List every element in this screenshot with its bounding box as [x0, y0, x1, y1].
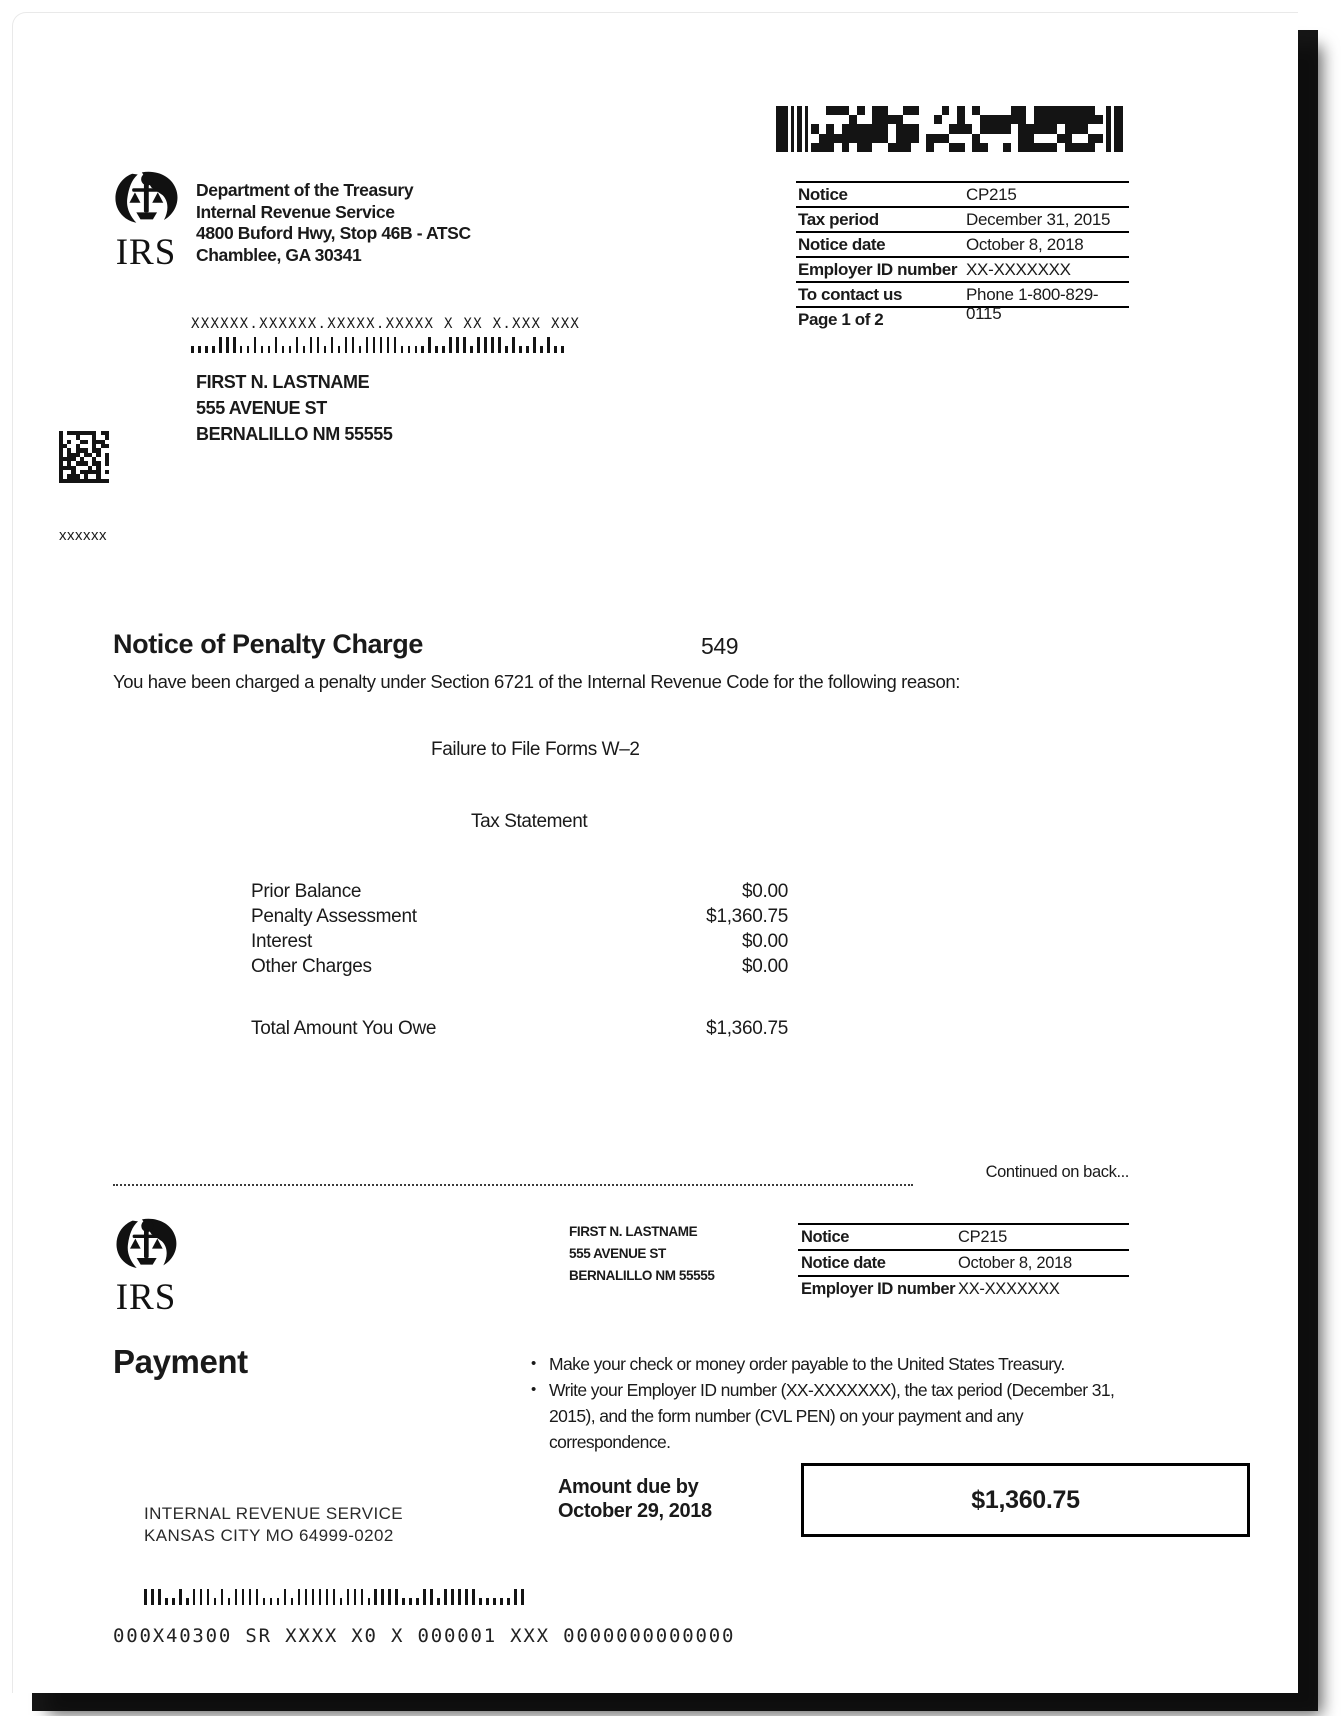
stub-recipient-street: 555 AVENUE ST [569, 1246, 666, 1261]
total-label: Total Amount You Owe [251, 1018, 437, 1039]
table-row [798, 1223, 1129, 1249]
charge-row [251, 879, 788, 904]
stub-recipient-city: BERNALILLO NM 55555 [569, 1268, 715, 1283]
table-row [798, 1275, 1129, 1301]
stub-recipient-name: FIRST N. LASTNAME [569, 1224, 698, 1239]
recipient-name: FIRST N. LASTNAME [196, 372, 370, 392]
postnet-barcode [144, 1589, 524, 1605]
notice-info-table [796, 181, 1129, 329]
continued-note: Continued on back... [985, 1163, 1129, 1181]
amount-due-value: $1,360.75 [971, 1485, 1080, 1514]
row-label: To contact us [798, 285, 903, 304]
datamatrix-barcode [59, 431, 109, 483]
eagle-scales-icon [110, 216, 182, 233]
row-value: October 8, 2018 [958, 1254, 1072, 1272]
agency-line: Chamblee, GA 30341 [196, 244, 362, 265]
row-label: Notice [801, 1228, 850, 1246]
table-row [796, 256, 1129, 281]
side-code: xxxxxx [59, 527, 107, 544]
charge-row [251, 904, 788, 929]
charge-label: Other Charges [251, 956, 372, 977]
table-row [796, 181, 1129, 206]
amount-due-label [558, 1475, 712, 1523]
remit-line: INTERNAL REVENUE SERVICE [144, 1504, 403, 1523]
stub-irs-logo-text: IRS [115, 1277, 177, 1318]
ocr-line: 000X40300 SR XXXX X0 X 000001 XXX 0000000000000 [113, 1625, 736, 1647]
postnet-barcode [191, 337, 564, 353]
charge-value: $0.00 [741, 956, 788, 977]
stub-notice-info-table [798, 1223, 1129, 1301]
row-value: October 8, 2018 [966, 235, 1084, 254]
tear-line [113, 1184, 913, 1186]
charge-value: $1,360.75 [706, 906, 788, 927]
irs-logo [103, 171, 189, 271]
row-label: Tax period [798, 210, 879, 229]
charge-label: Penalty Assessment [251, 906, 417, 927]
stub-irs-logo [103, 1218, 189, 1316]
page-indicator: Page 1 of 2 [796, 306, 1129, 329]
row-label: Notice date [798, 235, 886, 254]
instruction-item: • Make your check or money order payable to the United States Treasury. [529, 1351, 1147, 1377]
recipient-street: 555 AVENUE ST [196, 398, 327, 418]
amount-due-line1: Amount due by [558, 1476, 699, 1498]
notice-page [12, 12, 1298, 1693]
stub-recipient-address [569, 1221, 714, 1287]
remit-line: KANSAS CITY MO 64999-0202 [144, 1526, 394, 1545]
row-label: Notice date [801, 1254, 886, 1272]
charge-row [251, 954, 788, 979]
row-label: Employer ID number [798, 260, 958, 279]
charges-table [251, 879, 788, 1041]
table-row [796, 231, 1129, 256]
agency-address [196, 180, 471, 266]
charge-label: Prior Balance [251, 881, 362, 902]
irs-logo-text: IRS [115, 232, 177, 273]
row-value: CP215 [958, 1228, 1007, 1246]
charge-label: Interest [251, 931, 312, 952]
total-row [251, 1016, 788, 1041]
row-value: XX-XXXXXXX [958, 1280, 1060, 1298]
penalty-reason: Failure to File Forms W–2 [431, 739, 640, 760]
notice-title: Notice of Penalty Charge [113, 629, 423, 659]
amount-due-line2: October 29, 2018 [558, 1500, 712, 1522]
notice-intro: You have been charged a penalty under Section 6721 of the Internal Revenue Code for the following reason: [113, 671, 960, 692]
charge-row [251, 929, 788, 954]
agency-line: Department of the Treasury [196, 180, 414, 200]
statement-heading: Tax Statement [471, 811, 588, 832]
row-label: Notice [798, 185, 848, 204]
table-row [798, 1249, 1129, 1275]
remit-address [144, 1503, 403, 1547]
amount-due-box [801, 1463, 1250, 1537]
routing-code: XXXXXX.XXXXXX.XXXXX.XXXXX X XX X.XXX XXX [191, 316, 581, 332]
pdf417-barcode [776, 106, 1123, 152]
charge-value: $0.00 [741, 881, 788, 902]
agency-line: 4800 Buford Hwy, Stop 46B - ATSC [196, 223, 471, 243]
charge-value: $0.00 [741, 931, 788, 952]
recipient-address [196, 369, 392, 447]
payment-heading: Payment [113, 1343, 248, 1380]
row-value: XX-XXXXXXX [966, 260, 1071, 279]
row-value: CP215 [966, 185, 1017, 204]
row-value: December 31, 2015 [966, 210, 1111, 229]
notice-code: 549 [701, 633, 739, 659]
agency-line: Internal Revenue Service [196, 201, 395, 222]
recipient-city: BERNALILLO NM 55555 [196, 424, 393, 444]
table-row [796, 206, 1129, 231]
row-label: Employer ID number [801, 1280, 956, 1298]
payment-instructions [529, 1351, 1147, 1455]
total-value: $1,360.75 [706, 1018, 788, 1039]
instruction-item: • Write your Employer ID number (XX-XXXXXXX), the tax period (December 31, 2015), and the form number (CVL PEN) on your payment and any correspondence. [529, 1377, 1147, 1455]
row-value: Phone 1-800-829-0115 [966, 285, 1099, 323]
eagle-scales-icon [111, 1261, 181, 1278]
